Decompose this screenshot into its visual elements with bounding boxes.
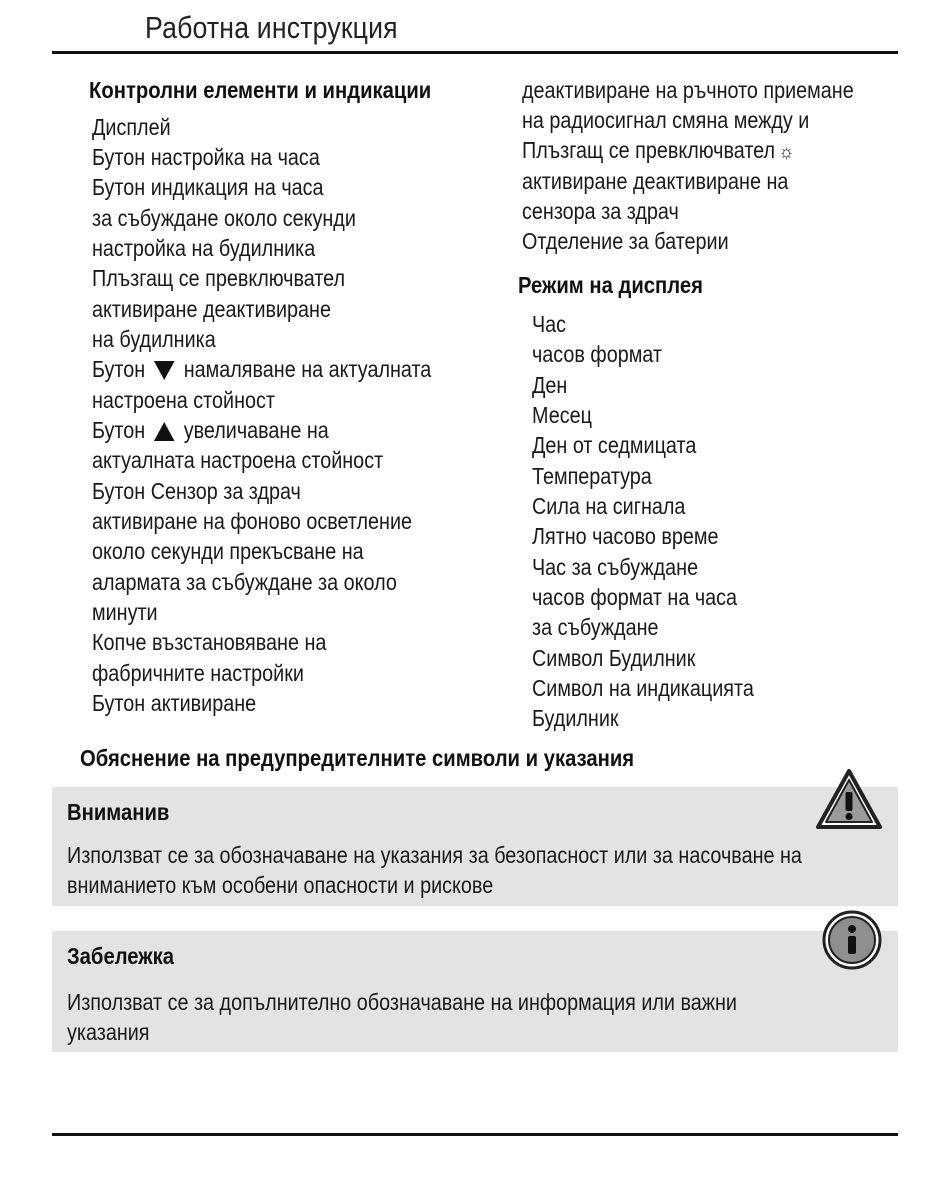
controls-line-10: настроена стойност [92, 387, 275, 413]
controls-cont-line-3 [522, 135, 794, 167]
warnings-heading: Обяснение на предупредителните символи и указания [80, 745, 635, 771]
controls-line-8: на будилника [92, 326, 216, 352]
display-line-4: Месец [532, 402, 592, 428]
footer-rule [52, 1133, 898, 1136]
triangle-down-icon [154, 361, 175, 380]
warning-triangle-icon [815, 768, 883, 830]
display-line-13: Символ на индикацията [532, 675, 754, 701]
controls-cont-line-1: деактивиране на ръчното приемане [522, 77, 854, 103]
controls-line-19: фабричните настройки [92, 660, 304, 686]
controls-line-17: минути [92, 599, 158, 625]
attention-text-line-2: вниманието към особени опасности и рискове [67, 872, 494, 898]
controls-cont-line-6: Отделение за батерии [522, 228, 729, 254]
attention-box [52, 787, 898, 906]
display-line-1: Час [532, 311, 567, 337]
controls-line-4: за събуждане около секунди [92, 205, 356, 231]
controls-line-13: Бутон Сензор за здрач [92, 478, 301, 504]
display-line-10: часов формат на часа [532, 584, 738, 610]
display-line-6: Температура [532, 463, 652, 489]
controls-cont-line-2: на радиосигнал смяна между и [522, 107, 810, 133]
display-line-8: Лятно часово време [532, 523, 719, 549]
controls-increase-text: увеличаване на [183, 417, 329, 443]
controls-line-3: Бутон индикация на часа [92, 174, 324, 200]
display-line-7: Сила на сигнала [532, 493, 686, 519]
controls-line-20: Бутон активиране [92, 690, 257, 716]
note-text-line-2: указания [67, 1019, 150, 1045]
controls-heading: Контролни елементи и индикации [89, 77, 432, 103]
attention-title: Вниманив [67, 799, 170, 825]
note-text-line-1: Използват се за допълнително обозначаване на информация или важни [67, 989, 737, 1015]
controls-line-1: Дисплей [92, 114, 171, 140]
controls-line-5: настройка на будилника [92, 235, 316, 261]
controls-cont-line-5: сензора за здрач [522, 198, 679, 224]
display-line-14: Будилник [532, 705, 619, 731]
page-title: Работна инструкция [145, 10, 398, 45]
controls-btn-label: Бутон [92, 356, 146, 382]
controls-cont-line-4: активиране деактивиране на [522, 168, 789, 194]
info-circle-icon [822, 910, 882, 970]
controls-btn-label: Бутон [92, 417, 146, 443]
controls-line-down [92, 354, 431, 384]
note-box [52, 931, 898, 1052]
controls-line-14: активиране на фоново осветление [92, 508, 413, 534]
display-line-5: Ден от седмицата [532, 432, 697, 458]
sun-icon: ☼ [778, 141, 795, 163]
controls-line-6: Плъзгащ се превключвател [92, 265, 346, 291]
triangle-up-icon [154, 422, 175, 441]
controls-line-15: около секунди прекъсване на [92, 538, 364, 564]
display-line-2: часов формат [532, 341, 662, 367]
display-line-3: Ден [532, 372, 568, 398]
controls-line-7: активиране деактивиране [92, 296, 331, 322]
header-rule [52, 51, 898, 54]
display-line-9: Час за събуждане [532, 554, 699, 580]
controls-decrease-text: намаляване на актуалната [183, 356, 432, 382]
controls-line-up [92, 415, 329, 445]
controls-line-16: алармата за събуждане за около [92, 569, 397, 595]
note-title: Забележка [67, 943, 175, 969]
controls-line-18: Копче възстановяване на [92, 629, 327, 655]
display-line-11: за събуждане [532, 614, 659, 640]
display-mode-heading: Режим на дисплея [518, 272, 703, 298]
attention-text-line-1: Използват се за обозначаване на указания за безопасност или за насочване на [67, 842, 802, 868]
display-line-12: Символ Будилник [532, 645, 696, 671]
controls-line-12: актуалната настроена стойност [92, 447, 384, 473]
controls-line-2: Бутон настройка на часа [92, 144, 320, 170]
slider-switch-label: Плъзгащ се превключвател [522, 137, 776, 163]
